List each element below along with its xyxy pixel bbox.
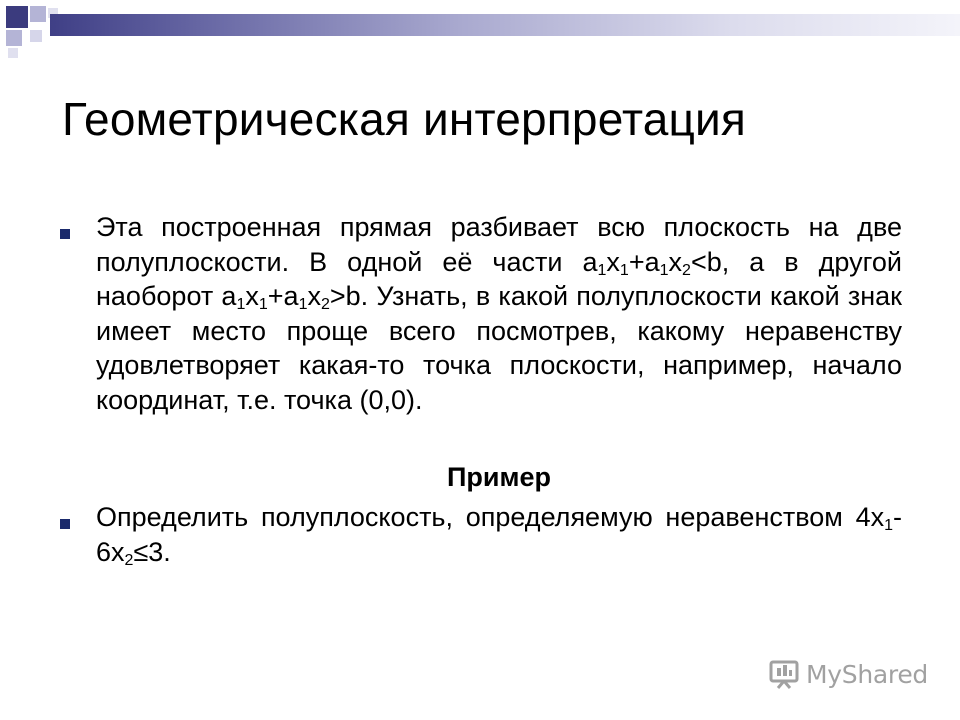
corner-square-faint [8,48,18,58]
corner-square-faint [30,30,42,42]
presentation-icon [768,658,800,690]
bullet-paragraph-1: Эта построенная прямая разбивает всю плоскость на две полуплоскости. В одной её части $a_1x_1+a_1x_2<b$, а в другой наоборот $a_1x_1+a_1x_2>b$. Узнать, в какой полуплоскости какой знак имеет место проще всего посмотрев, какому неравенству удовлетворяет какая-то точка плоскости, например, начало координат, т.е. точка (0,0). [96,212,902,415]
header-gradient-bar [50,14,960,36]
slide-title: Геометрическая интерпретация [62,93,747,145]
watermark-text: MyShared [806,659,928,689]
corner-square-dark [6,6,28,28]
bullet-paragraph-2: Определить полуплоскость, определяемую неравенством $4x_1-6x_2\le 3$. [96,502,902,569]
corner-square-light [30,6,46,22]
bullet-square-icon [60,229,70,239]
example-heading: Пример [447,462,551,492]
bullet-square-icon [60,519,70,529]
myshared-watermark [768,656,928,692]
corner-square-light [6,30,22,46]
